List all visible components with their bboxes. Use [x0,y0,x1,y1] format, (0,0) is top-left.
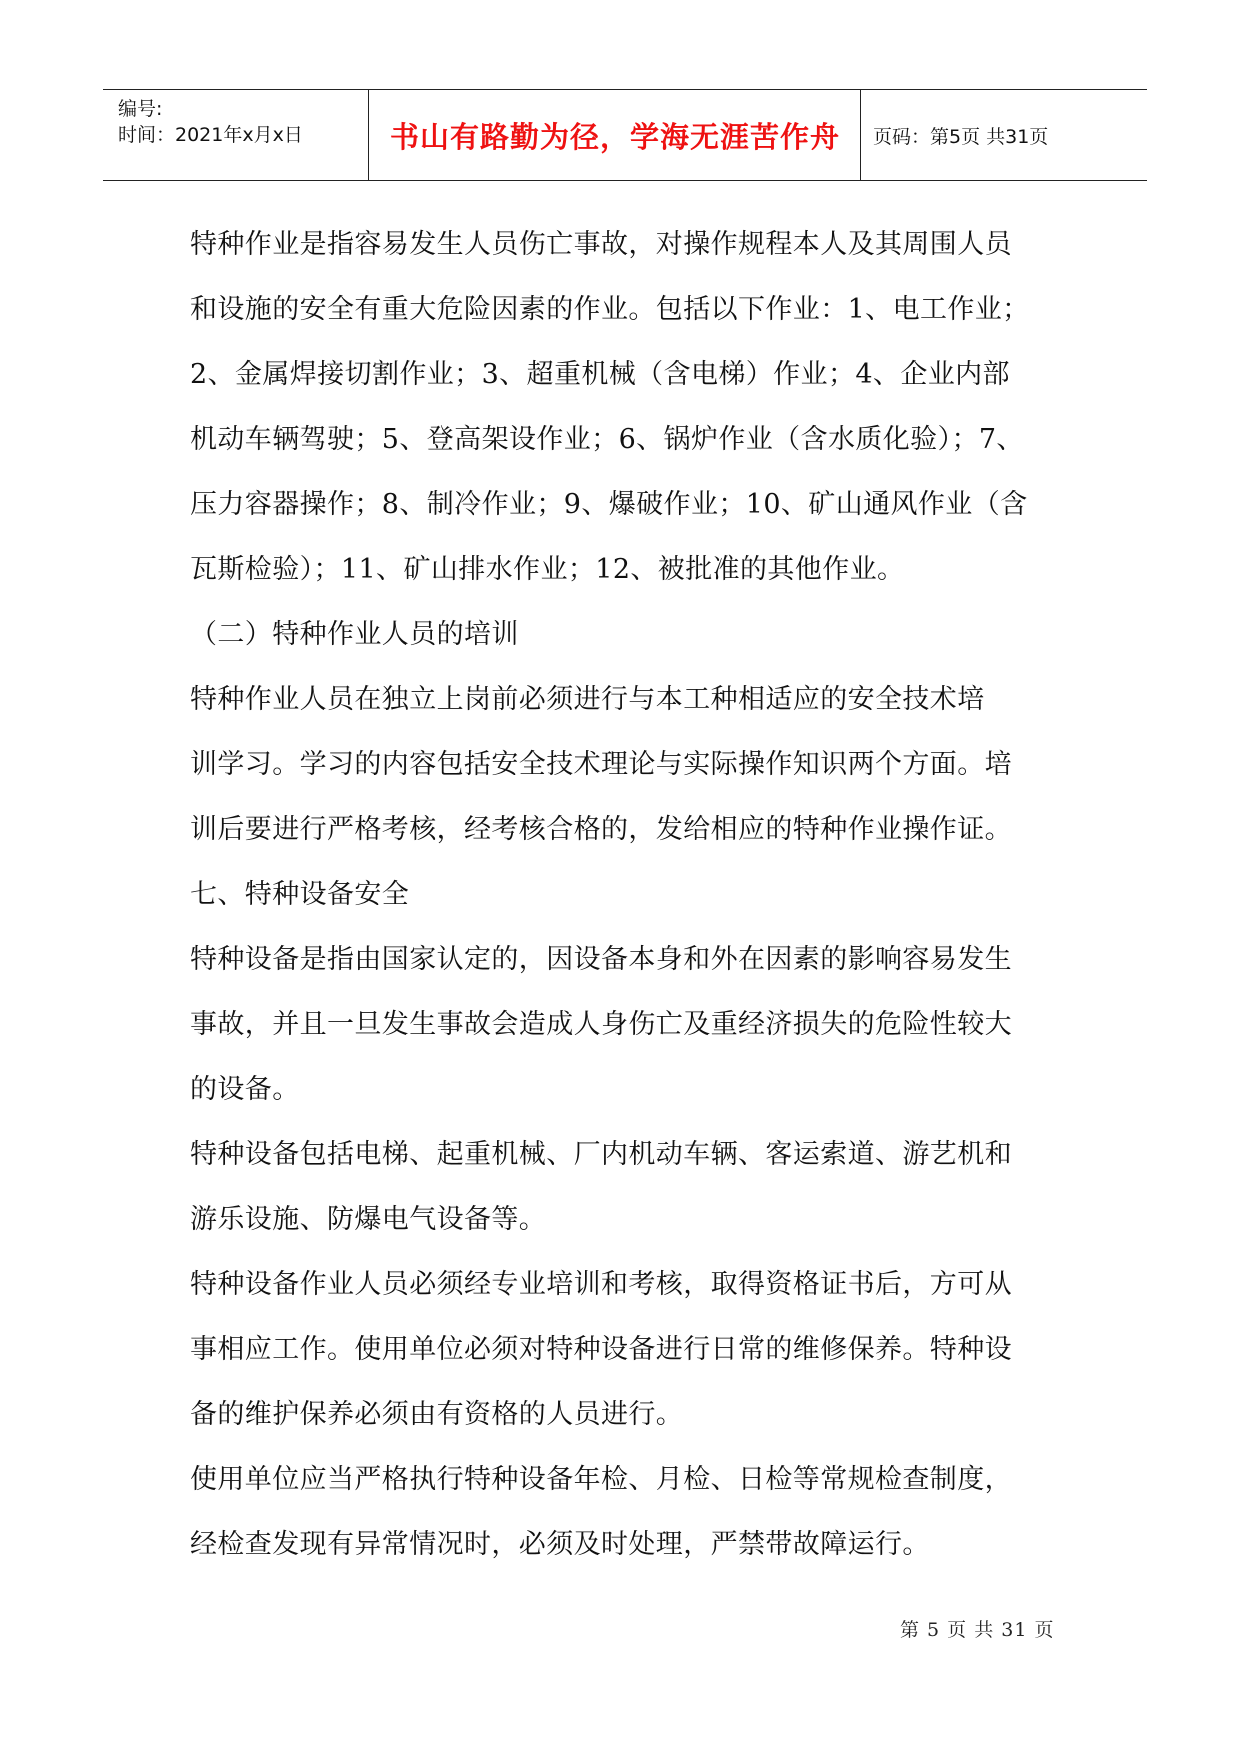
text-line: 机动车辆驾驶；5、登高架设作业；6、锅炉作业（含水质化验）；7、 [190,424,1024,455]
header-divider [860,90,861,180]
text-line: 特种设备作业人员必须经专业培训和考核，取得资格证书后，方可从 [190,1269,1012,1300]
text-line: 训后要进行严格考核，经考核合格的，发给相应的特种作业操作证。 [190,814,1012,845]
text-line: 特种作业人员在独立上岗前必须进行与本工种相适应的安全技术培 [190,684,985,715]
text-line: 游乐设施、防爆电气设备等。 [190,1204,547,1235]
header-motto: 书山有路勤为径，学海无涯苦作舟 [389,119,840,154]
text-line: 特种作业是指容易发生人员伤亡事故，对操作规程本人及其周围人员 [190,229,1012,260]
header-divider [368,90,369,180]
text-line: 经检查发现有异常情况时，必须及时处理，严禁带故障运行。 [190,1529,930,1560]
text-line: 2、金属焊接切割作业；3、超重机械（含电梯）作业；4、企业内部 [190,359,1010,390]
text-line: 事故，并且一旦发生事故会造成人身伤亡及重经济损失的危险性较大 [190,1009,1012,1040]
document-time-label: 时间：2021年x月x日 [118,124,303,146]
document-body [190,212,1070,1577]
page-footer: 第 5 页 共 31 页 [900,1619,1055,1641]
text-line: 的设备。 [190,1074,300,1105]
text-line: 使用单位应当严格执行特种设备年检、月检、日检等常规检查制度， [190,1464,1012,1495]
document-number-label: 编号: [118,98,163,120]
header-page-info: 页码：第5页 共31页 [873,125,1049,148]
section-heading: （二）特种作业人员的培训 [190,619,519,650]
header-meta [118,96,368,148]
text-line: 特种设备是指由国家认定的，因设备本身和外在因素的影响容易发生 [190,944,1012,975]
text-line: 备的维护保养必须由有资格的人员进行。 [190,1399,684,1430]
text-line: 特种设备包括电梯、起重机械、厂内机动车辆、客运索道、游艺机和 [190,1139,1012,1170]
page-header [103,89,1147,181]
text-line: 和设施的安全有重大危险因素的作业。包括以下作业：1、电工作业； [190,294,1030,325]
text-line: 瓦斯检验）；11、矿山排水作业；12、被批准的其他作业。 [190,554,905,585]
text-line: 事相应工作。使用单位必须对特种设备进行日常的维修保养。特种设 [190,1334,1012,1365]
section-heading: 七、特种设备安全 [190,879,410,910]
text-line: 训学习。学习的内容包括安全技术理论与实际操作知识两个方面。培 [190,749,1012,780]
text-line: 压力容器操作；8、制冷作业；9、爆破作业；10、矿山通风作业（含 [190,489,1028,520]
